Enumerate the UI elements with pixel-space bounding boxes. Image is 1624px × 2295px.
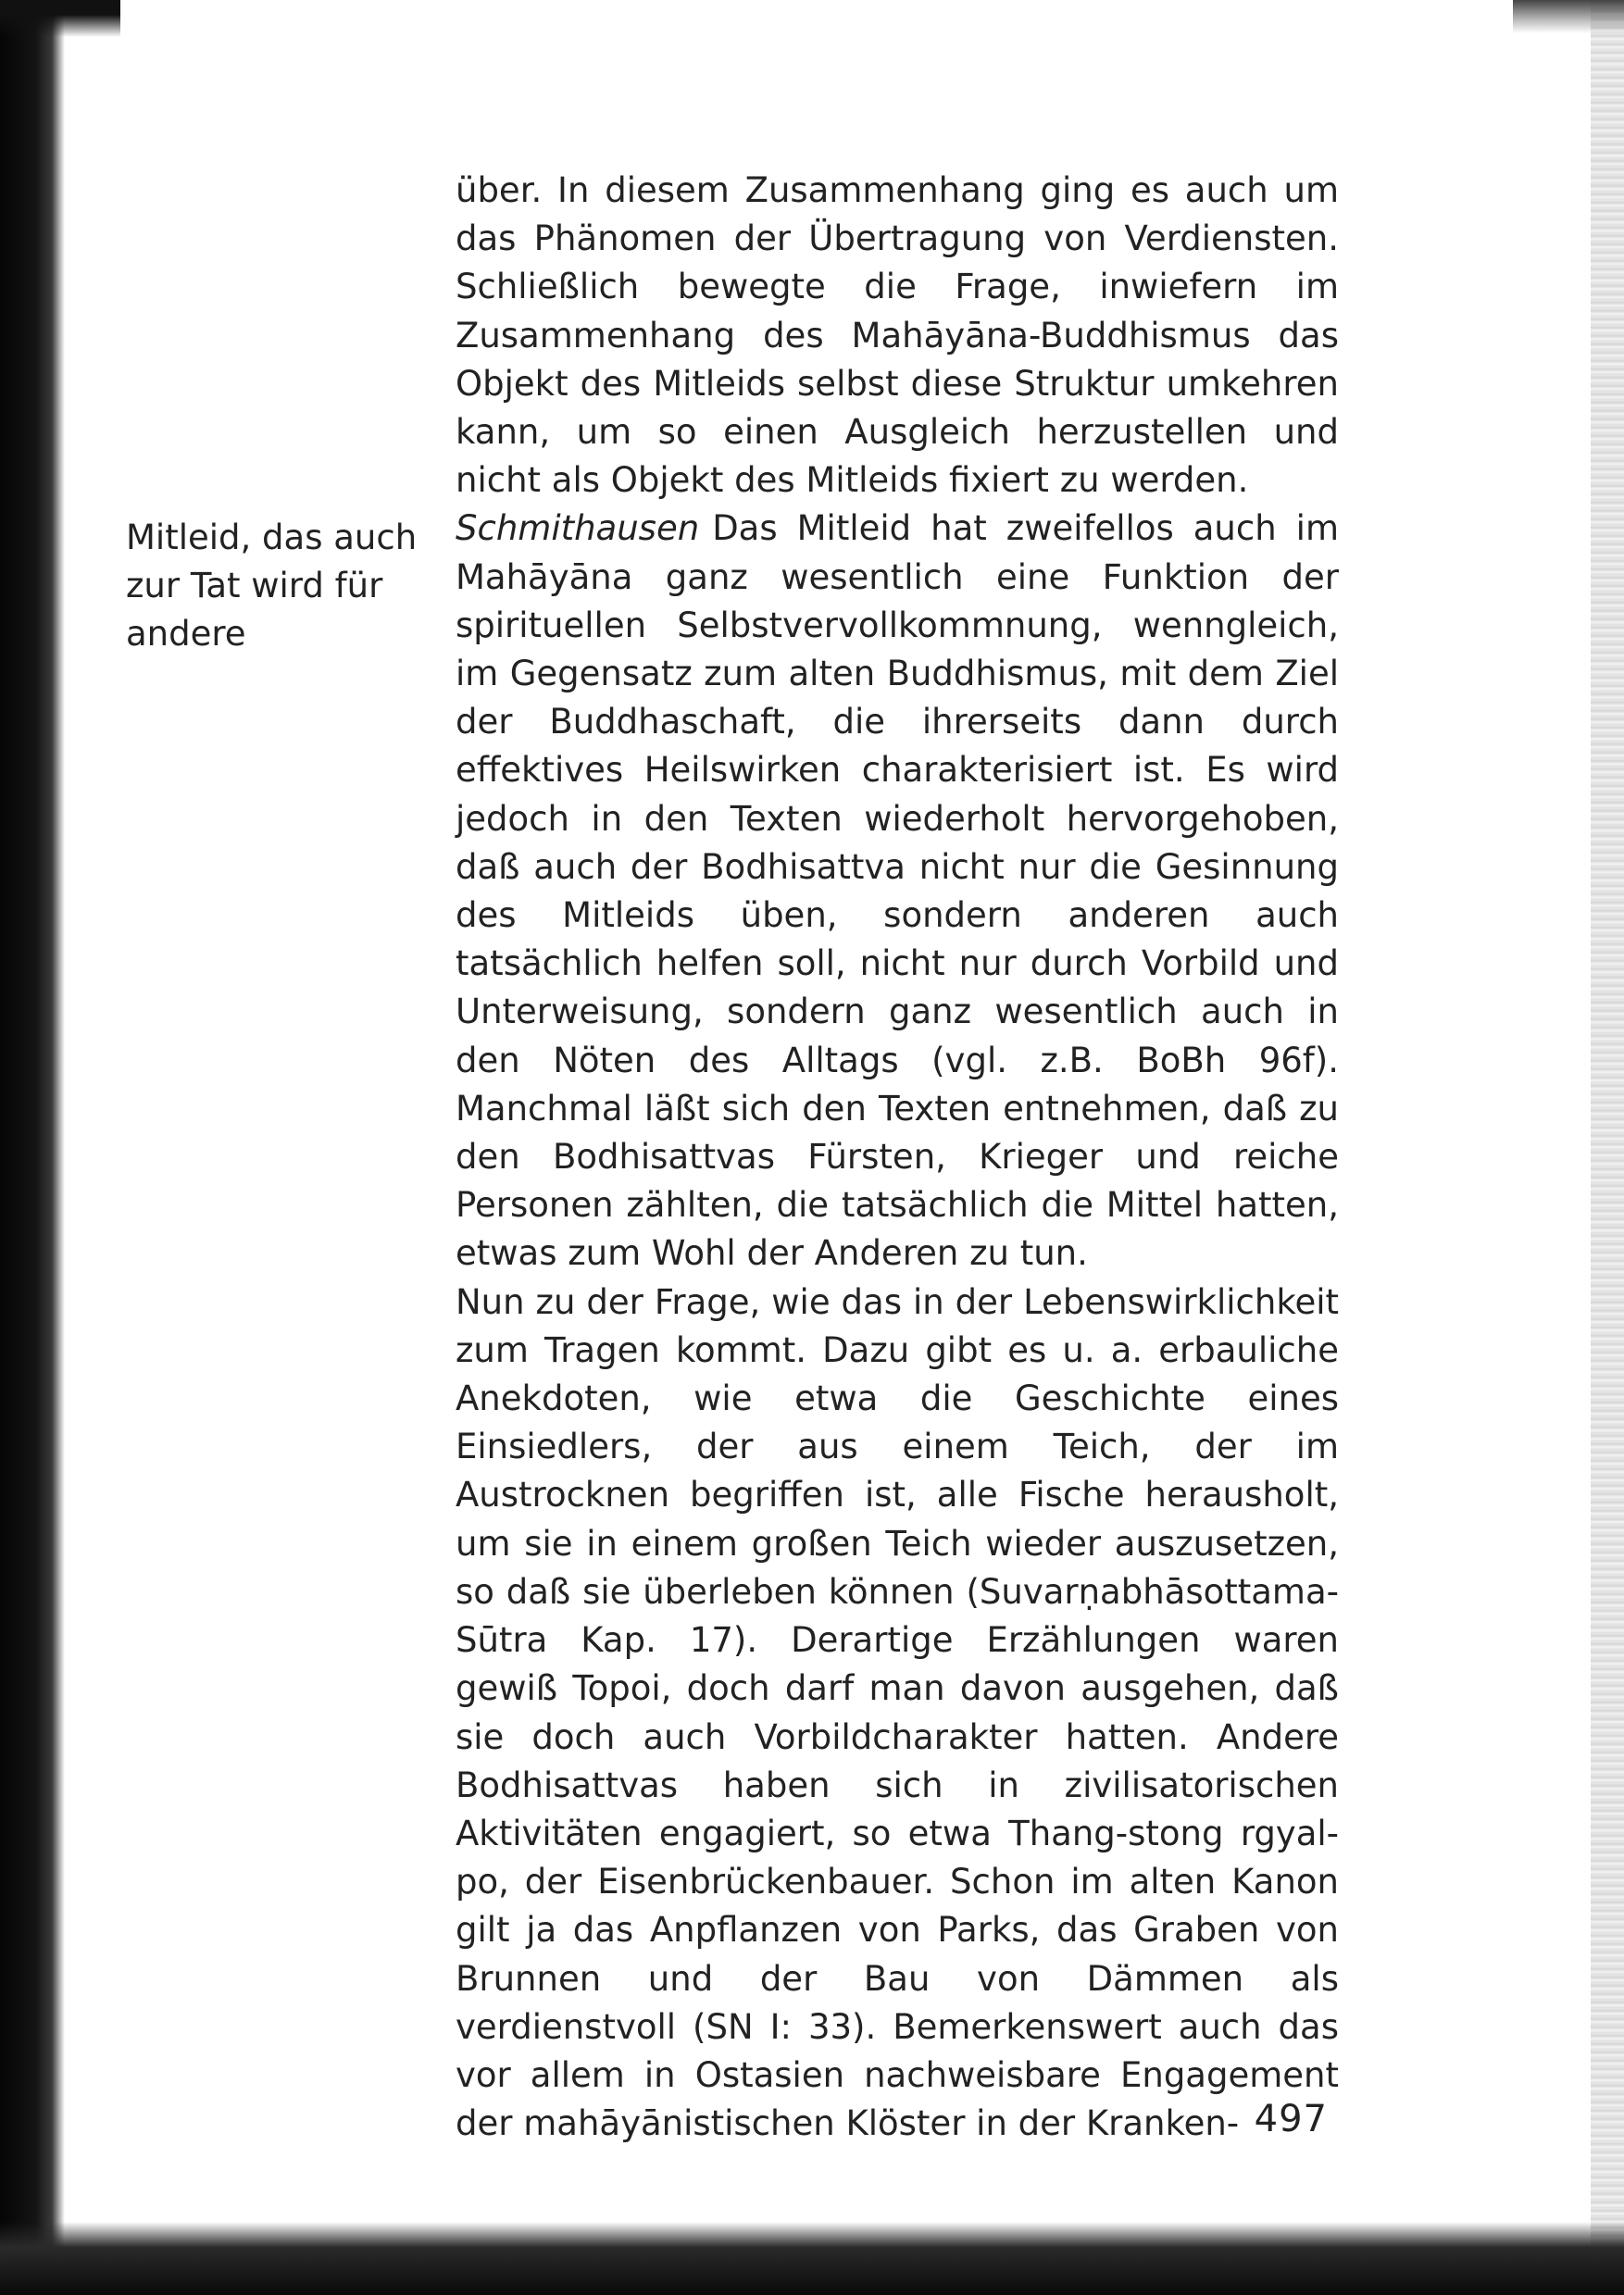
margin-note: Mitleid, das auch zur Tat wird für andere xyxy=(126,518,418,654)
book-corner-shadow xyxy=(0,0,120,37)
paragraph-2-text: Das Mitleid hat zweifellos auch im Mahāyāna ganz wesentlich eine Funktion der spirituellen Selbstvervollkommnung, wenngleich, im Gegensatz zum alten Buddhismus, mit dem Ziel der Buddhaschaft, die ihrerseits dann durch effektives Heilswirken charakterisiert ist. Es wird jedoch in den Texten wiederholt hervorgehoben, daß auch der Bodhisattva nicht nur die Gesinnung des Mitleids üben, sondern anderen auch tatsächlich helfen soll, nicht nur durch Vorbild und Unterweisung, sondern ganz wesentlich auch in den Nöten des Alltags (vgl. z.B. BoBh 96f). Manchmal läßt sich den Texten entnehmen, daß zu den Bodhisattvas Fürsten, Krieger und reiche Personen zählten, die tatsächlich die Mittel hatten, etwas zum Wohl der Anderen zu tun. xyxy=(456,508,1339,1274)
speaker-name: Schmithausen xyxy=(456,508,700,549)
page-stack-edge xyxy=(1591,0,1624,2295)
paragraph-1: über. In diesem Zusammenhang ging es auch um das Phänomen der Übertragung von Verdiensten. Schließlich bewegte die Frage, inwiefern im Zusammenhang des Mahāyāna-Buddhismus das Objekt des Mitleids selbst diese Struktur umkehren kann, um so einen Ausgleich herzustellen und nicht als Objekt des Mitleids fixiert zu werden. xyxy=(456,170,1339,501)
paragraph-3: Nun zu der Frage, wie das in der Lebenswirklichkeit zum Tragen kommt. Dazu gibt es u. a. erbauliche Anekdoten, wie etwa die Geschichte eines Einsiedlers, der aus einem Teich, der im Austrocknen begriffen ist, alle Fische herausholt, um sie in einem großen Teich wieder auszusetzen, so daß sie überleben können (Suvarṇabhāsottama-Sūtra Kap. 17). Derartige Erzählungen waren gewiß Topoi, doch darf man davon ausgehen, daß sie doch auch Vorbildcharakter hatten. Andere Bodhisattvas haben sich in zivilisatorischen Aktivitäten engagiert, so etwa Thang-stong rgyal-po, der Eisenbrückenbauer. Schon im alten Kanon gilt ja das Anpflanzen von Parks, das Graben von Brunnen und der Bau von Dämmen als verdienstvoll (SN I: 33). Bemerkenswert auch das vor allem in Ostasien nachweisbare Engagement der mahāyānistischen Klöster in der Kranken- xyxy=(456,1281,1339,2144)
page-corner-shadow xyxy=(1513,0,1624,33)
book-gutter-shadow xyxy=(0,0,65,2295)
page-number: 497 xyxy=(1254,2098,1328,2140)
scan-bottom-shadow xyxy=(0,2222,1624,2295)
paragraph-2 xyxy=(456,505,1339,1278)
main-text xyxy=(456,167,1339,2148)
